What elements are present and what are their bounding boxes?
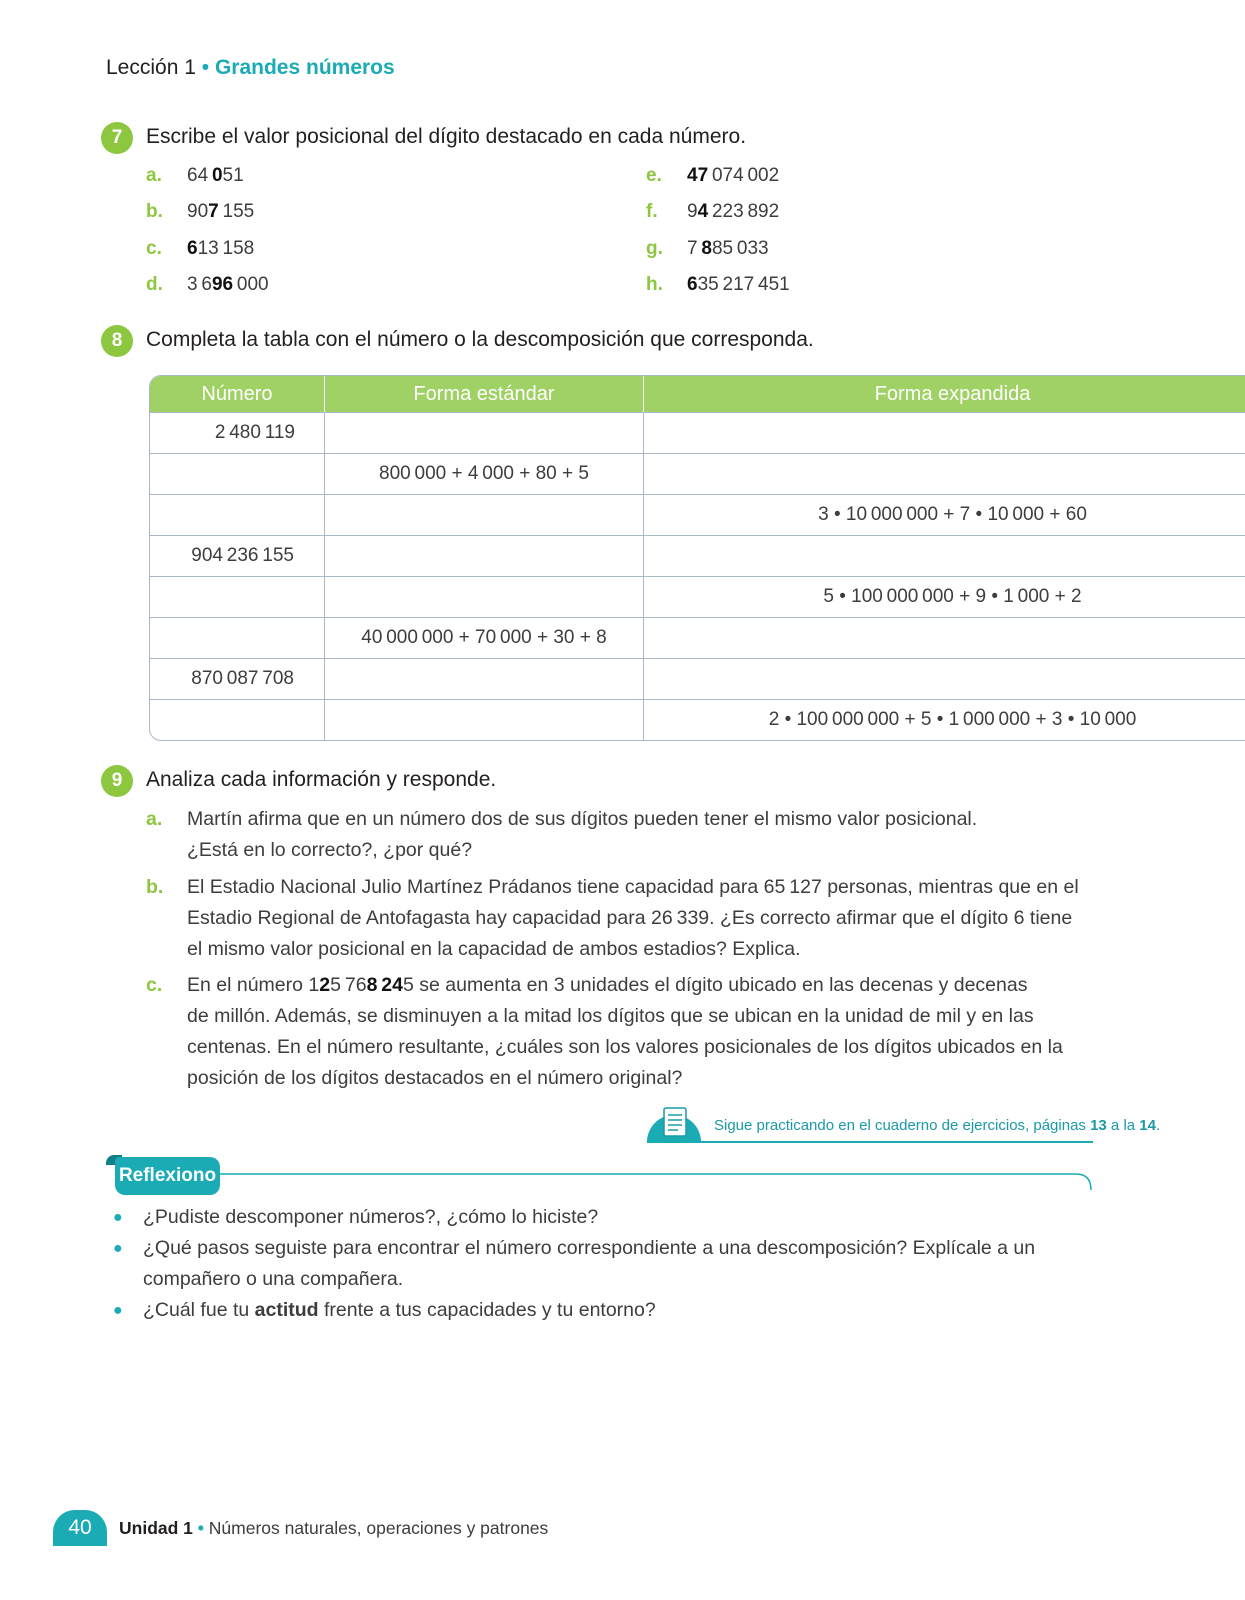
column-header-standard-form: Forma estándar (324, 376, 643, 412)
highlighted-digit: 6 (187, 238, 198, 259)
item-number (687, 274, 790, 296)
text-fragment: En el número 1 (187, 974, 320, 996)
question-9c (146, 970, 1146, 1094)
question-9a-line-2: ¿Está en lo correcto?, ¿por qué? (187, 839, 473, 861)
practice-note (714, 1117, 1160, 1134)
exercise-item (646, 274, 790, 296)
bullet-icon: ● (113, 1240, 123, 1257)
question-7-badge: 7 (101, 122, 133, 154)
text-fragment: 64 (187, 165, 212, 186)
reflexiono-item (113, 1295, 1113, 1326)
reflexiono-title: Reflexiono (115, 1157, 220, 1195)
cell-expanded-form: 5 • 100 000 000 + 9 • 1 000 + 2 (643, 576, 1245, 617)
reflexiono-list (113, 1202, 1113, 1326)
cell-standard-form (324, 535, 643, 576)
question-9c-line-2: de millón. Además, se disminuyen a la mitad los dígitos que se ubican en la unidad de mil y en las (187, 1005, 1034, 1027)
bullet-icon: ● (113, 1209, 123, 1226)
item-letter: g. (646, 238, 663, 259)
item-number (687, 201, 779, 223)
text-fragment: 3 6 (187, 274, 212, 295)
item-letter: a. (146, 808, 163, 830)
lesson-separator: • (201, 56, 210, 79)
cell-number (150, 453, 324, 494)
reflexiono-item-text: ¿Pudiste descomponer números?, ¿cómo lo hiciste? (143, 1206, 599, 1228)
table-row (150, 494, 1245, 535)
bullet-icon: ● (113, 1302, 123, 1319)
text-fragment: a la (1106, 1117, 1140, 1134)
table-row (150, 658, 1245, 699)
cell-number (150, 617, 324, 658)
text-fragment: frente a tus capacidades y tu entorno? (318, 1299, 656, 1321)
text-fragment: . (1155, 1117, 1161, 1134)
cell-standard-form (324, 658, 643, 699)
question-9-badge: 9 (101, 765, 133, 797)
text-fragment: 35 217 451 (697, 274, 790, 295)
table-row (150, 535, 1245, 576)
highlighted-digit: 4 (697, 201, 709, 222)
cell-number: 904 236 155 (150, 535, 324, 576)
cell-number (150, 494, 324, 535)
question-9b-line-3: el mismo valor posicional en la capacidad de ambos estadios? Explica. (187, 938, 801, 960)
reflexiono-divider (106, 1160, 1096, 1196)
text-fragment: 9 (687, 201, 698, 222)
cell-expanded-form (643, 658, 1245, 699)
question-9c-line-3: centenas. En el número resultante, ¿cuáles son los valores posicionales de los dígitos ubicados en la (187, 1036, 1063, 1058)
notebook-icon (647, 1104, 701, 1142)
cell-number (150, 699, 324, 740)
exercise-item (146, 238, 254, 260)
item-letter: e. (646, 165, 662, 186)
text-fragment: 7 (687, 238, 702, 259)
question-9a-line-1: Martín afirma que en un número dos de sus dígitos pueden tener el mismo valor posicional. (187, 808, 978, 830)
text-fragment: 90 (187, 201, 209, 222)
exercise-item (146, 274, 269, 296)
lesson-header (106, 56, 395, 80)
highlighted-digit: 0 (211, 165, 223, 186)
item-number (187, 165, 244, 187)
question-7-prompt: Escribe el valor posicional del dígito destacado en cada número. (146, 125, 747, 148)
footer-unit (119, 1518, 548, 1539)
item-letter: b. (146, 201, 163, 222)
text-fragment: 155 (218, 201, 255, 222)
text-fragment: 13 158 (197, 238, 255, 259)
table-header-row (150, 376, 1245, 412)
cell-standard-form (324, 699, 643, 740)
cell-expanded-form (643, 617, 1245, 658)
text-fragment: 000 (233, 274, 269, 295)
table-row (150, 699, 1245, 740)
emphasized-word: actitud (254, 1299, 319, 1321)
text-fragment: Sigue practicando en el cuaderno de ejercicios, páginas (714, 1117, 1091, 1134)
unit-title: Números naturales, operaciones y patrones (208, 1518, 549, 1538)
lesson-topic: Grandes números (214, 56, 395, 79)
question-9a (146, 804, 1146, 866)
item-letter: h. (646, 274, 663, 295)
reflexiono-item (113, 1202, 1113, 1233)
item-letter: f. (646, 201, 658, 222)
cell-expanded-form (643, 535, 1245, 576)
lesson-label: Lección 1 (106, 56, 196, 79)
question-9b-line-2: Estadio Regional de Antofagasta hay capacidad para 26 339. ¿Es correcto afirmar que el dígito 6 tiene (187, 907, 1073, 929)
page-number: 40 (53, 1510, 107, 1546)
question-8-badge: 8 (101, 325, 133, 357)
item-letter: b. (146, 876, 164, 898)
cell-standard-form: 800 000 + 4 000 + 80 + 5 (324, 453, 643, 494)
table-row (150, 617, 1245, 658)
cell-standard-form (324, 576, 643, 617)
item-number (187, 274, 269, 296)
item-number (187, 201, 254, 223)
question-8-prompt: Completa la tabla con el número o la descomposición que corresponda. (146, 328, 814, 351)
table-row (150, 576, 1245, 617)
reflexiono-item-text (143, 1295, 656, 1326)
cell-expanded-form (643, 412, 1245, 453)
reflexiono-item-text: compañero o una compañera. (143, 1268, 404, 1290)
cell-expanded-form (643, 453, 1245, 494)
highlighted-digit: 2 (319, 974, 331, 996)
highlighted-digit: 6 (687, 274, 698, 295)
column-header-expanded-form: Forma expandida (643, 376, 1245, 412)
question-9b (146, 872, 1146, 965)
cell-number: 870 087 708 (150, 658, 324, 699)
page-ref-end: 14 (1139, 1117, 1156, 1134)
cell-expanded-form: 2 • 100 000 000 + 5 • 1 000 000 + 3 • 10 000 (643, 699, 1245, 740)
exercise-item (646, 165, 779, 187)
cell-standard-form (324, 412, 643, 453)
item-letter: d. (146, 274, 163, 295)
practice-note-underline (647, 1141, 1093, 1143)
footer-separator: • (197, 1518, 204, 1538)
question-9c-line-4: posición de los dígitos destacados en el número original? (187, 1067, 683, 1089)
highlighted-digit: 47 (687, 165, 709, 186)
cell-number: 2 480 119 (150, 412, 324, 453)
exercise-item (146, 201, 254, 223)
exercise-item (646, 238, 769, 260)
cell-number (150, 576, 324, 617)
reflexiono-item-text: ¿Qué pasos seguiste para encontrar el número correspondiente a una descomposición? Explícale a un (143, 1237, 1036, 1259)
item-letter: a. (146, 165, 162, 186)
text-fragment: 5 76 (330, 974, 367, 996)
item-number (687, 238, 769, 260)
item-letter: c. (146, 238, 162, 259)
text-fragment: 85 033 (711, 238, 769, 259)
highlighted-digit: 8 (701, 238, 712, 259)
text-fragment: 223 892 (708, 201, 780, 222)
cell-standard-form (324, 494, 643, 535)
column-header-number: Número (150, 376, 324, 412)
question-9b-line-1: El Estadio Nacional Julio Martínez Prádanos tiene capacidad para 65 127 personas, mientras que en el (187, 876, 1079, 898)
item-number (187, 238, 254, 260)
question-9c-line-1 (187, 970, 1063, 1001)
reflexiono-item (113, 1233, 1113, 1295)
table-row (150, 453, 1245, 494)
highlighted-digit: 7 (208, 201, 219, 222)
highlighted-digit: 96 (211, 274, 234, 295)
text-fragment: 074 002 (708, 165, 780, 186)
decomposition-table (149, 375, 1245, 741)
highlighted-digits: 8 24 (366, 974, 404, 996)
item-letter: c. (146, 974, 163, 996)
item-number (687, 165, 779, 187)
exercise-item (646, 201, 779, 223)
text-fragment: 5 se aumenta en 3 unidades el dígito ubicado en las decenas y decenas (403, 974, 1028, 996)
text-fragment: 51 (222, 165, 244, 186)
question-9-prompt: Analiza cada información y responde. (146, 768, 497, 791)
unit-label: Unidad 1 (119, 1518, 193, 1538)
cell-expanded-form: 3 • 10 000 000 + 7 • 10 000 + 60 (643, 494, 1245, 535)
exercise-item (146, 165, 244, 187)
table-row (150, 412, 1245, 453)
cell-standard-form: 40 000 000 + 70 000 + 30 + 8 (324, 617, 643, 658)
page-ref-start: 13 (1090, 1117, 1107, 1134)
text-fragment: ¿Cuál fue tu (143, 1299, 255, 1321)
